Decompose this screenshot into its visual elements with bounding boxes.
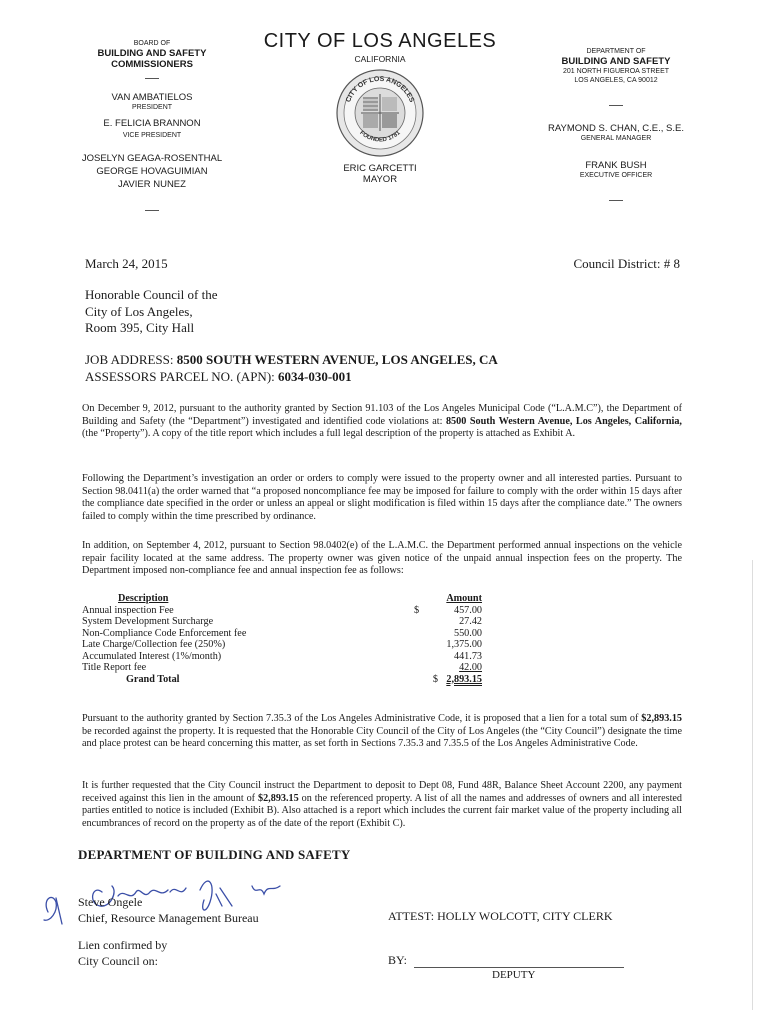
divider — [145, 210, 159, 211]
fee-description: Annual inspection Fee — [82, 604, 174, 616]
paragraph-text: (the “Property”). A copy of the title report which includes a full legal description of the property is attached as Exhibit A. — [82, 428, 576, 440]
vice-president-title: VICE PRESIDENT — [122, 132, 182, 139]
lien-confirmation-block — [78, 938, 167, 969]
fee-row — [82, 616, 482, 628]
fee-description: Late Charge/Collection fee (250%) — [82, 639, 226, 650]
fee-description: Non-Compliance Code Enforcement fee — [82, 627, 247, 639]
president-name: VAN AMBATIELOS — [111, 92, 193, 103]
fee-amount: 441.73 — [453, 650, 482, 662]
property-address: 8500 South Western Avenue, Los Angeles, California, — [445, 415, 682, 427]
divider — [609, 200, 623, 201]
paragraph-inspection: In addition, on September 4, 2012, pursuant to Section 98.0402(e) of the L.A.M.C. the Department performed annual inspections on the vehicle repair facility located at the same address. The property owner was given notice of the unpaid annual inspection fees on the property. The Department imposed non-compliance fee and annual inspection fee as follows: — [82, 540, 682, 577]
job-address-block — [85, 352, 498, 385]
paragraph-text: be recorded against the property. It is requested that the Honorable City Council of the City of Los Angeles (the “City Council”) designate the time and place protest can be heard concerning this matter, as set forth in Sections 7.35.3 and 7.35.5 of the Los Angeles Administrative Code. — [82, 725, 682, 750]
mayor-name: ERIC GARCETTI — [343, 163, 417, 174]
paragraph-text: It is further requested that the City Council instruct the Department to deposit to Dept 08, Fund 48R, Balance Sheet Account 2200, any payment received against this lien in the amount of — [82, 780, 682, 804]
amount-header: Amount — [446, 593, 482, 604]
grand-total-amount: 2,893.15 — [446, 673, 482, 685]
recipient-line: Honorable Council of the — [85, 287, 218, 302]
department-block — [526, 47, 706, 201]
president-title: PRESIDENT — [131, 104, 173, 111]
commissioner-name: JOSELYN GEAGA-ROSENTHAL — [81, 153, 223, 164]
paragraph-text: On December 9, 2012, pursuant to the authority granted by Section 91.103 of the Los Angeles Municipal Code (“L.A.M.C”), the Department of Building and Safety (the “Department”) investigated and identified code violations at: — [82, 403, 682, 427]
lien-amount: $2,893.15 — [641, 713, 683, 724]
by-label: BY: — [388, 953, 407, 967]
department-small-label: DEPARTMENT OF — [586, 48, 646, 55]
seal-bottom-text: FOUNDED 1781 — [358, 130, 402, 144]
job-address-value: 8500 SOUTH WESTERN AVENUE, LOS ANGELES, CA — [176, 352, 498, 367]
divider — [145, 78, 159, 79]
fee-row — [82, 605, 482, 617]
paragraph-text: on the referenced property. A list of all the names and addresses of owners and all interested parties entitled to notice is included (Exhibit B). Also attached is a report which includes the current fair market value of the property including all encumbrances of record on the property as of the date of the report (Exhibit C). — [82, 792, 683, 829]
lien-confirmation-line: Lien confirmed by — [78, 938, 168, 952]
signer-block — [78, 895, 259, 926]
paragraph-deposit — [82, 780, 682, 830]
paragraph-lien — [82, 713, 682, 751]
currency-symbol: $ — [432, 673, 438, 685]
board-small-label: BOARD OF — [133, 40, 171, 47]
mayor-title: MAYOR — [362, 174, 398, 185]
executive-officer-title: EXECUTIVE OFFICER — [579, 172, 653, 179]
lien-confirmation-line: City Council on: — [78, 953, 159, 968]
paragraph-text: Pursuant to the authority granted by Section 7.35.3 of the Los Angeles Administrative Code, it is proposed that a lien for a total sum of — [82, 713, 639, 724]
council-district: Council District: # 8 — [573, 256, 680, 271]
fee-row — [82, 662, 482, 674]
board-name-line-1: BUILDING AND SAFETY — [97, 48, 207, 59]
fee-amount: 42.00 — [459, 662, 482, 673]
fee-description: Title Report fee — [82, 662, 147, 673]
state-label: CALIFORNIA — [354, 54, 406, 64]
fee-amount: 457.00 — [453, 604, 482, 616]
recipient-line: Room 395, City Hall — [85, 320, 195, 335]
signer-name: Steve Ongele — [78, 895, 143, 909]
deputy-label: DEPUTY — [492, 969, 536, 981]
divider — [609, 105, 623, 106]
fee-amount: 27.42 — [459, 616, 482, 627]
letter-date: March 24, 2015 — [85, 256, 168, 271]
executive-officer-name: FRANK BUSH — [585, 160, 647, 171]
department-address-1: 201 NORTH FIGUEROA STREET — [562, 68, 670, 75]
apn-value: 6034-030-001 — [278, 368, 352, 384]
board-name-line-2: COMMISSIONERS — [111, 59, 193, 70]
job-address-label: JOB ADDRESS: — [85, 352, 174, 367]
fee-amount: 550.00 — [453, 627, 482, 639]
department-address-2: LOS ANGELES, CA 90012 — [574, 77, 658, 84]
vice-president-name: E. FELICIA BRANNON — [103, 118, 201, 129]
paragraph-violation — [82, 403, 682, 441]
fee-row — [82, 639, 482, 651]
commissioner-name: JAVIER NUNEZ — [118, 179, 186, 190]
fee-description: System Development Surcharge — [82, 616, 214, 627]
seal-top-text: CITY OF LOS ANGELES — [345, 75, 415, 104]
department-heading: DEPARTMENT OF BUILDING AND SAFETY — [78, 847, 351, 862]
fee-amount: 1,375.00 — [446, 639, 482, 650]
fee-row — [82, 651, 482, 663]
apn-label: ASSESSORS PARCEL NO. (APN): — [85, 368, 275, 384]
signature-line — [414, 967, 624, 968]
grand-total-label: Grand Total — [126, 673, 180, 685]
job-address-line — [85, 352, 498, 369]
board-block — [70, 39, 234, 211]
fee-description: Accumulated Interest (1%/month) — [82, 650, 222, 662]
mayor-block — [310, 163, 450, 185]
fee-table — [82, 593, 482, 685]
lien-amount: $2,893.15 — [257, 792, 299, 804]
recipient-line: City of Los Angeles, — [85, 303, 193, 319]
paragraph-order: Following the Department’s investigation an order or orders to comply were issued to the property owner and all interested parties. Pursuant to Section 98.0411(a) the order warned that “a proposed noncompliance fee may be imposed for failure to comply with the order within 15 days after the compliance date specified in the order or unless an appeal or slight modification is filed within 15 days after the compliance date.” The owners failed to comply within the time prescribed by ordinance. — [82, 473, 682, 522]
city-title: CITY OF LOS ANGELES — [263, 30, 497, 52]
description-header: Description — [118, 593, 169, 604]
fee-row — [82, 628, 482, 640]
fee-table-header — [82, 593, 482, 605]
apn-line — [85, 369, 498, 386]
commissioner-name: GEORGE HOVAGUIMIAN — [96, 166, 208, 177]
currency-symbol: $ — [414, 604, 420, 616]
city-seal-icon — [335, 68, 425, 158]
general-manager-name: RAYMOND S. CHAN, C.E., S.E. — [547, 123, 684, 134]
recipient-block — [85, 287, 218, 337]
signer-title: Chief, Resource Management Bureau — [78, 910, 259, 925]
grand-total-row — [82, 674, 482, 686]
attest-line: ATTEST: HOLLY WOLCOTT, CITY CLERK — [388, 909, 613, 923]
general-manager-title: GENERAL MANAGER — [580, 135, 652, 142]
page-edge-line — [752, 560, 753, 1010]
department-name: BUILDING AND SAFETY — [561, 56, 671, 67]
